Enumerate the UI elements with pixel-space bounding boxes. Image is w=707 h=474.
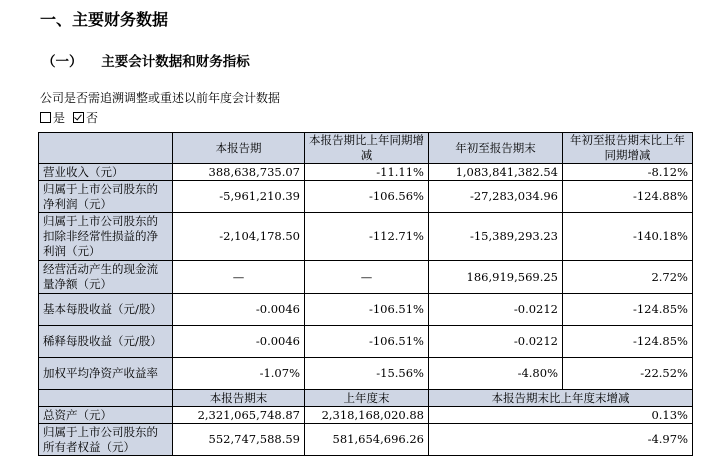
cell: -5,961,210.39 bbox=[173, 181, 305, 213]
cell: -27,283,034.96 bbox=[429, 181, 563, 213]
cell: 2,321,065,748.87 bbox=[173, 407, 305, 424]
cell: -106.51% bbox=[305, 326, 429, 358]
table-row bbox=[39, 261, 693, 294]
option-no-label: 否 bbox=[86, 111, 99, 125]
cell: 1,083,841,382.54 bbox=[429, 164, 563, 181]
row-label: 基本每股收益（元/股） bbox=[39, 294, 173, 326]
subsection-title: 主要会计数据和财务指标 bbox=[101, 54, 250, 70]
table-row bbox=[39, 407, 693, 424]
cell: 2,318,168,020.88 bbox=[305, 407, 429, 424]
cell: 186,919,569.25 bbox=[429, 261, 563, 294]
row-label: 稀释每股收益（元/股） bbox=[39, 326, 173, 358]
cell: -0.0046 bbox=[173, 326, 305, 358]
table2-header-row bbox=[39, 390, 693, 407]
cell: -0.0212 bbox=[429, 294, 563, 326]
table-row bbox=[39, 213, 693, 261]
subsection-heading bbox=[42, 50, 250, 70]
table-row bbox=[39, 424, 693, 456]
cell: -4.80% bbox=[429, 358, 563, 390]
cell: — bbox=[173, 261, 305, 294]
checkbox-no-icon[interactable] bbox=[73, 112, 84, 123]
cell: -140.18% bbox=[563, 213, 693, 261]
option-yes-label: 是 bbox=[53, 111, 66, 125]
table1-header-blank bbox=[39, 133, 173, 164]
cell: -112.71% bbox=[305, 213, 429, 261]
cell: -0.0212 bbox=[429, 326, 563, 358]
cell: -124.88% bbox=[563, 181, 693, 213]
table1-header-current-period: 本报告期 bbox=[173, 133, 305, 164]
cell: 2.72% bbox=[563, 261, 693, 294]
table-row bbox=[39, 326, 693, 358]
table1-header-row bbox=[39, 133, 693, 164]
cell: 581,654,696.26 bbox=[305, 424, 429, 456]
row-label: 归属于上市公司股东的净利润（元） bbox=[39, 181, 173, 213]
table1-header-current-change: 本报告期比上年同期增减 bbox=[305, 133, 429, 164]
row-label: 经营活动产生的现金流量净额（元） bbox=[39, 261, 173, 294]
row-label: 营业收入（元） bbox=[39, 164, 173, 181]
row-label: 加权平均净资产收益率 bbox=[39, 358, 173, 390]
financial-data-table bbox=[38, 132, 693, 456]
table2-header-period-end: 本报告期末 bbox=[173, 390, 305, 407]
cell: -22.52% bbox=[563, 358, 693, 390]
table2-header-blank bbox=[39, 390, 173, 407]
cell: -1.07% bbox=[173, 358, 305, 390]
cell: — bbox=[305, 261, 429, 294]
cell: -124.85% bbox=[563, 294, 693, 326]
table2-header-change: 本报告期末比上年度末增减 bbox=[429, 390, 693, 407]
cell: -8.12% bbox=[563, 164, 693, 181]
table1-header-ytd-change: 年初至报告期末比上年同期增减 bbox=[563, 133, 693, 164]
row-label: 总资产（元） bbox=[39, 407, 173, 424]
cell: -4.97% bbox=[429, 424, 693, 456]
table1-header-ytd: 年初至报告期末 bbox=[429, 133, 563, 164]
cell: -106.56% bbox=[305, 181, 429, 213]
checkbox-yes-icon[interactable] bbox=[40, 112, 51, 123]
cell: -11.11% bbox=[305, 164, 429, 181]
cell: -124.85% bbox=[563, 326, 693, 358]
cell: -2,104,178.50 bbox=[173, 213, 305, 261]
cell: 388,638,735.07 bbox=[173, 164, 305, 181]
table-row bbox=[39, 358, 693, 390]
table2-header-prior-year-end: 上年度末 bbox=[305, 390, 429, 407]
cell: -15,389,293.23 bbox=[429, 213, 563, 261]
restatement-options bbox=[40, 109, 98, 126]
table-row bbox=[39, 294, 693, 326]
cell: -106.51% bbox=[305, 294, 429, 326]
row-label: 归属于上市公司股东的扣除非经常性损益的净利润（元） bbox=[39, 213, 173, 261]
cell: 552,747,588.59 bbox=[173, 424, 305, 456]
cell: -15.56% bbox=[305, 358, 429, 390]
restatement-question: 公司是否需追溯调整或重述以前年度会计数据 bbox=[40, 91, 281, 105]
subsection-number: （一） bbox=[42, 54, 83, 70]
row-label: 归属于上市公司股东的所有者权益（元） bbox=[39, 424, 173, 456]
cell: 0.13% bbox=[429, 407, 693, 424]
table-row bbox=[39, 164, 693, 181]
table-row bbox=[39, 181, 693, 213]
cell: -0.0046 bbox=[173, 294, 305, 326]
section-title: 一、主要财务数据 bbox=[40, 10, 169, 29]
